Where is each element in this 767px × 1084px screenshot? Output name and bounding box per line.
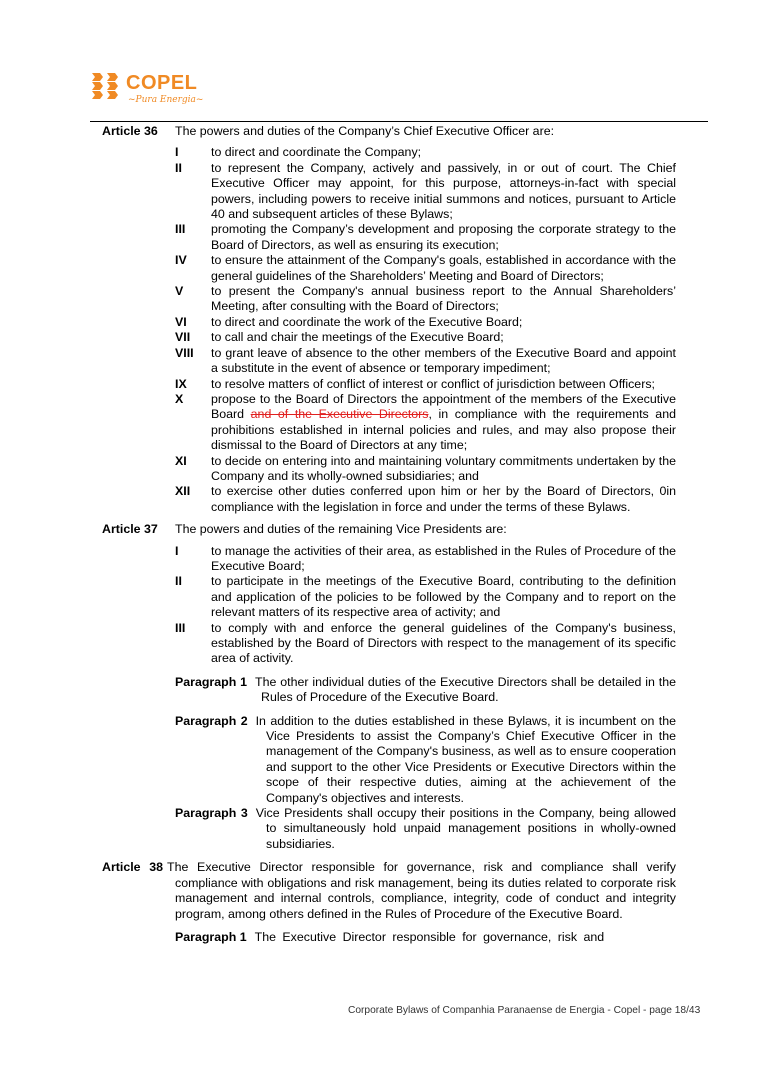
item-list	[175, 145, 676, 515]
list-item	[175, 484, 676, 515]
item-text-after: , in compliance with the requirements and prohibitions established in internal policies and rules, and may also propose their dismissal to the Board of Directors at any time;	[211, 407, 676, 453]
list-item	[175, 621, 676, 667]
item-number: VI	[175, 314, 187, 329]
item-number: XI	[175, 453, 187, 468]
struck-text: and of the Executive Directors	[250, 407, 429, 422]
page-footer: Corporate Bylaws of Companhia Paranaense de Energia - Copel - page 18/43	[348, 1005, 701, 1016]
item-number: II	[175, 160, 182, 175]
item-text: to resolve matters of conflict of interest or conflict of jurisdiction between Officers;	[211, 376, 655, 391]
item-text: to manage the activities of their area, as established in the Rules of Procedure of the Executive Board;	[211, 543, 676, 573]
item-text: to ensure the attainment of the Company's goals, established in accordance with the general guidelines of the Shareholders’ Meeting and Board of Directors;	[211, 253, 676, 283]
item-number: XII	[175, 484, 191, 499]
list-item	[175, 284, 676, 315]
paragraph-label: Paragraph 1	[175, 929, 247, 944]
item-number: IX	[175, 376, 187, 391]
article-intro: The powers and duties of the Company’s Chief Executive Officer are:	[175, 124, 555, 138]
item-number: II	[175, 574, 182, 589]
list-item	[175, 253, 676, 284]
item-text-before: propose to the Board of Directors the appointment of the members of the Executive Board	[211, 391, 676, 422]
item-text: to comply with and enforce the general guidelines of the Company's business, established by the Board of Directors with respect to the management of its specific area of activity.	[211, 620, 676, 666]
paragraph-2	[175, 714, 676, 806]
item-text: to direct and coordinate the work of the Executive Board;	[211, 314, 523, 329]
list-item	[175, 544, 676, 575]
item-number: V	[175, 284, 184, 299]
item-number: I	[175, 543, 179, 558]
item-number: VII	[175, 330, 191, 345]
paragraph-1	[175, 675, 676, 706]
list-item	[175, 315, 676, 330]
list-item	[175, 454, 676, 485]
paragraph-text: The other individual duties of the Executive Directors shall be detailed in the Rules of Procedure of the Executive Board.	[255, 674, 677, 705]
item-text: to represent the Company, actively and passively, in or out of court. The Chief Executive Officer may appoint, for this purpose, attorneys-in-fact with special powers, including powers to receive initial summons and notices, pursuant to Article 40 and subsequent articles of these Bylaws;	[211, 160, 676, 222]
item-text: to present the Company's annual business report to the Annual Shareholders’ Meeting, after consulting with the Board of Directors;	[211, 284, 676, 314]
article-intro: The powers and duties of the remaining Vice Presidents are:	[175, 522, 507, 537]
article-38	[102, 860, 676, 945]
list-item	[175, 330, 676, 345]
article-label: Article 36	[102, 124, 158, 138]
item-list	[175, 544, 676, 667]
logo-tagline: ~Pura Energia~	[128, 95, 204, 105]
item-text	[211, 392, 676, 454]
list-item	[175, 377, 676, 392]
article-intro: The Executive Director responsible for governance, risk and compliance shall verify compliance with obligations and risk management, being its duties related to corporate risk management and internal controls, compliance, integrity, code of conduct and integrity program, among others defined in the Rules of Procedure of the Executive Board.	[167, 860, 676, 921]
article-label: Article 38	[102, 860, 164, 875]
paragraph-label: Paragraph 2	[175, 713, 248, 728]
copel-logo	[90, 71, 204, 109]
article-37	[102, 522, 676, 852]
item-text: promoting the Company’s development and proposing the corporate strategy to the Board of Directors, as well as ensuring its execution;	[211, 222, 676, 252]
list-item	[175, 346, 676, 377]
paragraph-text: Vice Presidents shall occupy their positions in the Company, being allowed to simultaneously hold unpaid management positions in wholly-owned subsidiaries.	[255, 806, 676, 851]
item-text: to participate in the meetings of the Executive Board, contributing to the definition and application of the policies to be followed by the Company and to report on the relevant matters of its respective area of activity; and	[211, 574, 676, 620]
article-body	[102, 860, 676, 922]
paragraph-text: In addition to the duties established in these Bylaws, it is incumbent on the Vice Presidents to assist the Company’s Chief Executive Officer in the management of the Company's business, as well as to ensure cooperation and support to the other Vice Presidents or Executive Directors within the scope of their respective duties, aiming at the achievement of the Company's objectives and interests.	[255, 713, 676, 805]
list-item	[175, 392, 676, 454]
item-number: III	[175, 222, 186, 237]
paragraph-3	[175, 806, 676, 852]
item-text: to call and chair the meetings of the Executive Board;	[211, 330, 504, 345]
item-number: IV	[175, 253, 187, 268]
paragraph-label: Paragraph 1	[175, 674, 248, 689]
list-item	[175, 161, 676, 223]
article-36	[102, 124, 676, 515]
document-body	[102, 124, 676, 945]
item-text: to decide on entering into and maintaining voluntary commitments undertaken by the Company and its wholly-owned subsidiaries; and	[211, 453, 676, 483]
header-divider	[90, 121, 708, 122]
item-number: X	[175, 391, 184, 406]
item-number: VIII	[175, 345, 194, 360]
item-number: III	[175, 620, 186, 635]
list-item	[175, 145, 676, 160]
logo-wordmark: COPEL	[126, 72, 198, 94]
list-item	[175, 222, 676, 253]
list-item	[175, 574, 676, 620]
article-label: Article 37	[102, 522, 158, 537]
copel-logo-mark-icon	[90, 71, 120, 101]
item-number: I	[175, 145, 179, 160]
paragraph-1	[175, 930, 676, 945]
paragraph-text: The Executive Director responsible for governance, risk and	[254, 929, 605, 944]
item-text: to direct and coordinate the Company;	[211, 145, 422, 160]
item-text: to grant leave of absence to the other members of the Executive Board and appoint a substitute in the event of absence or temporary impediment;	[211, 345, 676, 376]
item-text: to exercise other duties conferred upon him or her by the Board of Directors, 0in compliance with the legislation in force and under the terms of these Bylaws.	[211, 484, 676, 514]
paragraph-label: Paragraph 3	[175, 806, 248, 821]
